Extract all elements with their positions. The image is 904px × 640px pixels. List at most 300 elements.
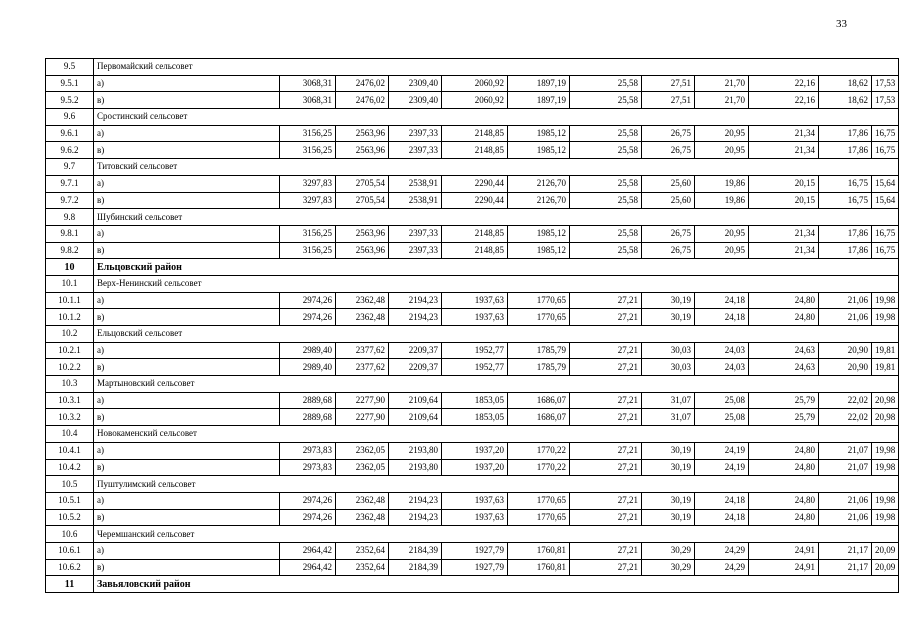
value-cell: 1770,22 xyxy=(508,442,570,459)
value-cell: 19,98 xyxy=(872,509,899,526)
value-cell: 24,03 xyxy=(695,359,749,376)
value-cell: 25,79 xyxy=(749,392,819,409)
value-cell: 2397,33 xyxy=(389,142,442,159)
value-cell: 24,80 xyxy=(749,459,819,476)
value-cell: 27,51 xyxy=(642,75,695,92)
value-cell: 1770,22 xyxy=(508,459,570,476)
table-row xyxy=(46,492,899,509)
section-name: Первомайский сельсовет xyxy=(94,59,280,76)
section-header-row xyxy=(46,275,899,292)
empty-cell xyxy=(280,576,899,593)
value-cell: 26,75 xyxy=(642,125,695,142)
value-cell: 24,80 xyxy=(749,442,819,459)
table-row xyxy=(46,92,899,109)
table-row xyxy=(46,125,899,142)
value-cell: 30,03 xyxy=(642,359,695,376)
value-cell: 3156,25 xyxy=(280,142,336,159)
value-cell: 1985,12 xyxy=(508,125,570,142)
value-cell: 2964,42 xyxy=(280,559,336,576)
value-cell: 20,95 xyxy=(695,242,749,259)
value-cell: 2352,64 xyxy=(336,542,389,559)
row-code: 9.8.1 xyxy=(46,225,94,242)
value-cell: 3156,25 xyxy=(280,125,336,142)
section-name: Пуштулимский сельсовет xyxy=(94,476,280,493)
value-cell: 20,90 xyxy=(819,342,872,359)
value-cell: 20,95 xyxy=(695,142,749,159)
value-cell: 2194,23 xyxy=(389,309,442,326)
value-cell: 2989,40 xyxy=(280,342,336,359)
value-cell: 2193,80 xyxy=(389,459,442,476)
table-row xyxy=(46,392,899,409)
table-row xyxy=(46,409,899,426)
empty-cell xyxy=(280,376,899,393)
value-cell: 1985,12 xyxy=(508,242,570,259)
value-cell: 22,02 xyxy=(819,392,872,409)
value-cell: 2193,80 xyxy=(389,442,442,459)
value-cell: 24,80 xyxy=(749,492,819,509)
value-cell: 2194,23 xyxy=(389,509,442,526)
value-cell: 27,21 xyxy=(570,459,642,476)
row-label: в) xyxy=(94,509,280,526)
value-cell: 3297,83 xyxy=(280,192,336,209)
value-cell: 24,80 xyxy=(749,309,819,326)
value-cell: 1770,65 xyxy=(508,292,570,309)
value-cell: 2377,62 xyxy=(336,359,389,376)
value-cell: 19,81 xyxy=(872,342,899,359)
value-cell: 18,62 xyxy=(819,92,872,109)
row-code: 9.6.1 xyxy=(46,125,94,142)
section-name: Сростинский сельсовет xyxy=(94,109,280,126)
value-cell: 15,64 xyxy=(872,175,899,192)
value-cell: 25,79 xyxy=(749,409,819,426)
value-cell: 2397,33 xyxy=(389,125,442,142)
empty-cell xyxy=(280,109,899,126)
value-cell: 19,81 xyxy=(872,359,899,376)
value-cell: 24,18 xyxy=(695,492,749,509)
value-cell: 19,86 xyxy=(695,175,749,192)
row-code: 9.7.1 xyxy=(46,175,94,192)
value-cell: 1952,77 xyxy=(442,342,508,359)
value-cell: 1770,65 xyxy=(508,509,570,526)
value-cell: 2563,96 xyxy=(336,142,389,159)
value-cell: 24,63 xyxy=(749,342,819,359)
value-cell: 2109,64 xyxy=(389,392,442,409)
value-cell: 24,29 xyxy=(695,559,749,576)
value-cell: 2309,40 xyxy=(389,75,442,92)
value-cell: 2277,90 xyxy=(336,409,389,426)
value-cell: 1785,79 xyxy=(508,359,570,376)
value-cell: 2362,48 xyxy=(336,292,389,309)
value-cell: 21,06 xyxy=(819,492,872,509)
value-cell: 2309,40 xyxy=(389,92,442,109)
value-cell: 17,86 xyxy=(819,225,872,242)
section-code: 10.5 xyxy=(46,476,94,493)
row-code: 10.1.1 xyxy=(46,292,94,309)
section-name: Новокаменский сельсовет xyxy=(94,426,280,443)
empty-cell xyxy=(280,426,899,443)
row-label: а) xyxy=(94,392,280,409)
value-cell: 1937,63 xyxy=(442,309,508,326)
section-code: 9.8 xyxy=(46,209,94,226)
value-cell: 21,70 xyxy=(695,92,749,109)
value-cell: 27,51 xyxy=(642,92,695,109)
value-cell: 2148,85 xyxy=(442,225,508,242)
empty-cell xyxy=(280,476,899,493)
value-cell: 27,21 xyxy=(570,409,642,426)
value-cell: 1897,19 xyxy=(508,92,570,109)
value-cell: 27,21 xyxy=(570,359,642,376)
value-cell: 16,75 xyxy=(872,225,899,242)
value-cell: 2563,96 xyxy=(336,242,389,259)
value-cell: 25,58 xyxy=(570,175,642,192)
section-code: 10.2 xyxy=(46,326,94,343)
value-cell: 3156,25 xyxy=(280,225,336,242)
value-cell: 30,29 xyxy=(642,542,695,559)
value-cell: 1853,05 xyxy=(442,409,508,426)
value-cell: 2973,83 xyxy=(280,459,336,476)
section-header-row xyxy=(46,209,899,226)
value-cell: 26,75 xyxy=(642,242,695,259)
value-cell: 20,15 xyxy=(749,175,819,192)
value-cell: 24,18 xyxy=(695,292,749,309)
value-cell: 31,07 xyxy=(642,392,695,409)
value-cell: 21,06 xyxy=(819,292,872,309)
section-code: 9.5 xyxy=(46,59,94,76)
value-cell: 25,58 xyxy=(570,225,642,242)
value-cell: 16,75 xyxy=(872,142,899,159)
table-row xyxy=(46,542,899,559)
row-label: в) xyxy=(94,459,280,476)
value-cell: 17,53 xyxy=(872,75,899,92)
value-cell: 24,18 xyxy=(695,509,749,526)
value-cell: 1937,63 xyxy=(442,292,508,309)
value-cell: 17,53 xyxy=(872,92,899,109)
value-cell: 2989,40 xyxy=(280,359,336,376)
value-cell: 2290,44 xyxy=(442,192,508,209)
row-label: а) xyxy=(94,492,280,509)
row-code: 9.5.1 xyxy=(46,75,94,92)
value-cell: 24,29 xyxy=(695,542,749,559)
page-number: 33 xyxy=(836,18,847,30)
table-row xyxy=(46,225,899,242)
section-header-row xyxy=(46,109,899,126)
value-cell: 24,03 xyxy=(695,342,749,359)
row-code: 10.2.2 xyxy=(46,359,94,376)
value-cell: 1686,07 xyxy=(508,409,570,426)
section-name: Шубинский сельсовет xyxy=(94,209,280,226)
value-cell: 2889,68 xyxy=(280,392,336,409)
row-code: 9.6.2 xyxy=(46,142,94,159)
value-cell: 24,19 xyxy=(695,459,749,476)
section-name: Верх-Ненинский сельсовет xyxy=(94,275,280,292)
value-cell: 24,63 xyxy=(749,359,819,376)
value-cell: 1937,63 xyxy=(442,509,508,526)
section-code: 10.1 xyxy=(46,275,94,292)
district-name: Завьяловский район xyxy=(94,576,280,593)
section-header-row xyxy=(46,526,899,543)
value-cell: 2563,96 xyxy=(336,225,389,242)
table-row xyxy=(46,192,899,209)
value-cell: 16,75 xyxy=(872,242,899,259)
value-cell: 19,98 xyxy=(872,492,899,509)
value-cell: 2109,64 xyxy=(389,409,442,426)
table-row xyxy=(46,175,899,192)
value-cell: 1770,65 xyxy=(508,492,570,509)
row-label: а) xyxy=(94,292,280,309)
value-cell: 27,21 xyxy=(570,492,642,509)
value-cell: 2148,85 xyxy=(442,142,508,159)
value-cell: 2974,26 xyxy=(280,309,336,326)
value-cell: 2705,54 xyxy=(336,175,389,192)
row-label: в) xyxy=(94,359,280,376)
value-cell: 25,58 xyxy=(570,75,642,92)
value-cell: 1760,81 xyxy=(508,542,570,559)
row-code: 10.5.2 xyxy=(46,509,94,526)
row-label: а) xyxy=(94,75,280,92)
value-cell: 3068,31 xyxy=(280,92,336,109)
row-code: 10.3.2 xyxy=(46,409,94,426)
table-row xyxy=(46,75,899,92)
value-cell: 30,19 xyxy=(642,309,695,326)
section-name: Черемшанский сельсовет xyxy=(94,526,280,543)
value-cell: 21,34 xyxy=(749,225,819,242)
value-cell: 2397,33 xyxy=(389,225,442,242)
value-cell: 15,64 xyxy=(872,192,899,209)
value-cell: 2277,90 xyxy=(336,392,389,409)
value-cell: 1897,19 xyxy=(508,75,570,92)
section-code: 10.4 xyxy=(46,426,94,443)
table-row xyxy=(46,342,899,359)
section-code: 11 xyxy=(46,576,94,593)
value-cell: 20,09 xyxy=(872,542,899,559)
value-cell: 17,86 xyxy=(819,242,872,259)
row-code: 10.4.2 xyxy=(46,459,94,476)
value-cell: 2974,26 xyxy=(280,509,336,526)
value-cell: 2126,70 xyxy=(508,175,570,192)
value-cell: 30,19 xyxy=(642,509,695,526)
section-code: 9.7 xyxy=(46,159,94,176)
table-row xyxy=(46,459,899,476)
row-code: 10.1.2 xyxy=(46,309,94,326)
value-cell: 26,75 xyxy=(642,142,695,159)
value-cell: 19,98 xyxy=(872,442,899,459)
row-label: а) xyxy=(94,542,280,559)
section-header-row xyxy=(46,376,899,393)
value-cell: 30,19 xyxy=(642,459,695,476)
value-cell: 1937,20 xyxy=(442,459,508,476)
value-cell: 20,98 xyxy=(872,392,899,409)
value-cell: 2362,48 xyxy=(336,509,389,526)
table-row xyxy=(46,442,899,459)
value-cell: 2184,39 xyxy=(389,542,442,559)
empty-cell xyxy=(280,259,899,276)
value-cell: 16,75 xyxy=(819,175,872,192)
value-cell: 1760,81 xyxy=(508,559,570,576)
value-cell: 2184,39 xyxy=(389,559,442,576)
row-label: в) xyxy=(94,192,280,209)
section-code: 9.6 xyxy=(46,109,94,126)
value-cell: 27,21 xyxy=(570,509,642,526)
value-cell: 1927,79 xyxy=(442,559,508,576)
value-cell: 30,19 xyxy=(642,492,695,509)
value-cell: 2974,26 xyxy=(280,492,336,509)
empty-cell xyxy=(280,159,899,176)
value-cell: 2290,44 xyxy=(442,175,508,192)
value-cell: 1937,63 xyxy=(442,492,508,509)
table-row xyxy=(46,309,899,326)
value-cell: 24,91 xyxy=(749,559,819,576)
section-header-row xyxy=(46,326,899,343)
value-cell: 24,80 xyxy=(749,292,819,309)
value-cell: 19,86 xyxy=(695,192,749,209)
district-name: Ельцовский район xyxy=(94,259,280,276)
row-label: в) xyxy=(94,142,280,159)
value-cell: 21,06 xyxy=(819,509,872,526)
value-cell: 2362,05 xyxy=(336,459,389,476)
value-cell: 19,98 xyxy=(872,309,899,326)
empty-cell xyxy=(280,59,899,76)
row-label: в) xyxy=(94,409,280,426)
value-cell: 2362,48 xyxy=(336,309,389,326)
value-cell: 25,58 xyxy=(570,142,642,159)
row-label: а) xyxy=(94,225,280,242)
empty-cell xyxy=(280,209,899,226)
value-cell: 2060,92 xyxy=(442,75,508,92)
row-label: в) xyxy=(94,92,280,109)
section-header-row xyxy=(46,59,899,76)
value-cell: 1853,05 xyxy=(442,392,508,409)
section-name: Ельцовский сельсовет xyxy=(94,326,280,343)
value-cell: 2194,23 xyxy=(389,292,442,309)
value-cell: 2964,42 xyxy=(280,542,336,559)
value-cell: 16,75 xyxy=(819,192,872,209)
value-cell: 27,21 xyxy=(570,292,642,309)
value-cell: 3297,83 xyxy=(280,175,336,192)
value-cell: 20,95 xyxy=(695,125,749,142)
value-cell: 27,21 xyxy=(570,342,642,359)
value-cell: 1985,12 xyxy=(508,142,570,159)
empty-cell xyxy=(280,326,899,343)
value-cell: 21,34 xyxy=(749,142,819,159)
value-cell: 2889,68 xyxy=(280,409,336,426)
value-cell: 24,18 xyxy=(695,309,749,326)
section-code: 10 xyxy=(46,259,94,276)
row-code: 10.5.1 xyxy=(46,492,94,509)
row-label: в) xyxy=(94,242,280,259)
row-code: 10.6.2 xyxy=(46,559,94,576)
value-cell: 2974,26 xyxy=(280,292,336,309)
value-cell: 27,21 xyxy=(570,309,642,326)
value-cell: 1927,79 xyxy=(442,542,508,559)
value-cell: 3068,31 xyxy=(280,75,336,92)
row-code: 10.3.1 xyxy=(46,392,94,409)
value-cell: 25,58 xyxy=(570,92,642,109)
value-cell: 17,86 xyxy=(819,142,872,159)
value-cell: 2209,37 xyxy=(389,359,442,376)
value-cell: 30,19 xyxy=(642,442,695,459)
value-cell: 3156,25 xyxy=(280,242,336,259)
value-cell: 2352,64 xyxy=(336,559,389,576)
value-cell: 19,98 xyxy=(872,292,899,309)
row-code: 10.6.1 xyxy=(46,542,94,559)
row-label: в) xyxy=(94,559,280,576)
row-label: а) xyxy=(94,342,280,359)
value-cell: 21,07 xyxy=(819,459,872,476)
value-cell: 19,98 xyxy=(872,459,899,476)
row-code: 9.8.2 xyxy=(46,242,94,259)
value-cell: 20,09 xyxy=(872,559,899,576)
section-header-row xyxy=(46,426,899,443)
value-cell: 21,34 xyxy=(749,242,819,259)
value-cell: 27,21 xyxy=(570,542,642,559)
district-header-row xyxy=(46,259,899,276)
value-cell: 2209,37 xyxy=(389,342,442,359)
value-cell: 25,08 xyxy=(695,392,749,409)
value-cell: 27,21 xyxy=(570,442,642,459)
value-cell: 25,60 xyxy=(642,175,695,192)
section-code: 10.6 xyxy=(46,526,94,543)
value-cell: 1985,12 xyxy=(508,225,570,242)
table-row xyxy=(46,359,899,376)
value-cell: 2476,02 xyxy=(336,75,389,92)
value-cell: 21,17 xyxy=(819,542,872,559)
value-cell: 21,34 xyxy=(749,125,819,142)
value-cell: 2060,92 xyxy=(442,92,508,109)
value-cell: 25,58 xyxy=(570,192,642,209)
value-cell: 2194,23 xyxy=(389,492,442,509)
table-row xyxy=(46,242,899,259)
section-name: Мартыновский сельсовет xyxy=(94,376,280,393)
empty-cell xyxy=(280,526,899,543)
section-name: Титовский сельсовет xyxy=(94,159,280,176)
value-cell: 30,29 xyxy=(642,559,695,576)
value-cell: 2476,02 xyxy=(336,92,389,109)
value-cell: 22,16 xyxy=(749,75,819,92)
value-cell: 2377,62 xyxy=(336,342,389,359)
value-cell: 21,07 xyxy=(819,442,872,459)
value-cell: 24,80 xyxy=(749,509,819,526)
value-cell: 16,75 xyxy=(872,125,899,142)
value-cell: 2563,96 xyxy=(336,125,389,142)
tariff-table xyxy=(45,58,899,593)
row-label: а) xyxy=(94,125,280,142)
value-cell: 21,17 xyxy=(819,559,872,576)
value-cell: 2538,91 xyxy=(389,175,442,192)
value-cell: 2362,05 xyxy=(336,442,389,459)
value-cell: 2705,54 xyxy=(336,192,389,209)
value-cell: 25,60 xyxy=(642,192,695,209)
value-cell: 2148,85 xyxy=(442,125,508,142)
section-header-row xyxy=(46,159,899,176)
table-row xyxy=(46,292,899,309)
value-cell: 27,21 xyxy=(570,559,642,576)
value-cell: 2973,83 xyxy=(280,442,336,459)
value-cell: 25,08 xyxy=(695,409,749,426)
value-cell: 18,62 xyxy=(819,75,872,92)
value-cell: 20,98 xyxy=(872,409,899,426)
district-header-row xyxy=(46,576,899,593)
row-code: 10.4.1 xyxy=(46,442,94,459)
value-cell: 1785,79 xyxy=(508,342,570,359)
value-cell: 2148,85 xyxy=(442,242,508,259)
value-cell: 22,02 xyxy=(819,409,872,426)
value-cell: 30,19 xyxy=(642,292,695,309)
value-cell: 2397,33 xyxy=(389,242,442,259)
value-cell: 26,75 xyxy=(642,225,695,242)
empty-cell xyxy=(280,275,899,292)
table-row xyxy=(46,142,899,159)
value-cell: 1770,65 xyxy=(508,309,570,326)
